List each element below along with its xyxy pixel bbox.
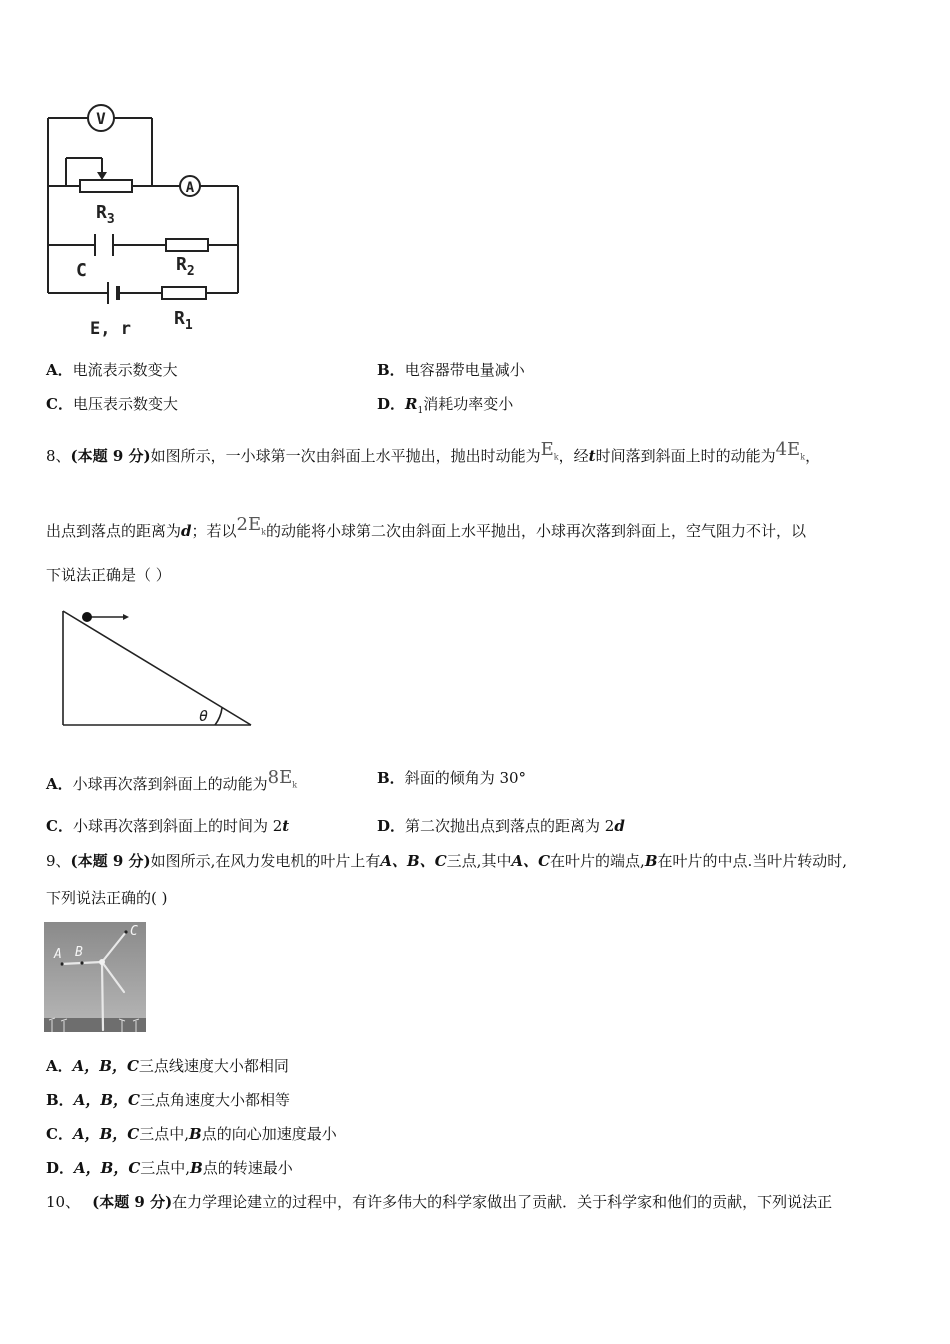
q7-option-c[interactable]: C．电压表示数变大	[46, 395, 178, 413]
photo-label-c: C	[130, 924, 138, 939]
q9-option-c[interactable]: C．A，B，C三点中,B点的向心加速度最小	[46, 1125, 337, 1143]
q8-stem-line3: 下说法正确是（ ）	[46, 566, 171, 584]
photo-label-b: B	[75, 945, 83, 960]
r3-label: $R_3$	[96, 202, 115, 227]
circuit-diagram	[40, 100, 250, 345]
q9-option-b[interactable]: B．A，B，C三点角速度大小都相等	[46, 1091, 290, 1109]
incline-figure	[55, 605, 260, 735]
q8-option-c[interactable]: C．小球再次落到斜面上的时间为 2t	[46, 817, 290, 835]
q9-stem-line1: 9、(本题 9 分)如图所示,在风力发电机的叶片上有A、B、C三点,其中A、C在叶片的端点,B在叶片的中点.当叶片转动时,	[46, 852, 848, 870]
q8-option-a[interactable]: A．小球再次落到斜面上的动能为$8E_k$	[46, 767, 298, 793]
q8-option-d[interactable]: D．第二次抛出点到落点的距离为 2d	[377, 817, 625, 835]
r2-label: $R_2$	[176, 254, 195, 279]
q7-option-a[interactable]: A．电流表示数变大	[46, 361, 178, 379]
r1-label: $R_1$	[174, 308, 193, 333]
voltmeter-label: V	[96, 109, 106, 128]
ammeter-label: A	[185, 180, 195, 196]
q8-stem-line2: 出点到落点的距离为d；若以$2E_k$的动能将小球第二次由斜面上水平抛出，小球再次落到斜面上，空气阻力不计，以	[46, 514, 806, 540]
source-label: E, r	[90, 319, 131, 339]
q8-stem-line1: 8、(本题 9 分)如图所示，一小球第一次由斜面上水平抛出，抛出时动能为$E_k$，经t时间落到斜面上时的动能为$4E_k$，	[46, 439, 821, 465]
theta-label: θ	[199, 707, 209, 725]
wind-turbine-photo	[44, 922, 146, 1032]
q9-option-a[interactable]: A．A，B，C三点线速度大小都相同	[46, 1057, 289, 1075]
ek-formula: $E_k$	[540, 439, 559, 462]
q7-option-d[interactable]: D．$R_1$消耗功率变小	[377, 395, 514, 416]
two-ek-formula: $2E_k$	[236, 514, 266, 537]
four-ek-formula: $4E_k$	[775, 439, 806, 462]
q9-option-d[interactable]: D．A，B，C三点中,B点的转速最小	[46, 1159, 293, 1177]
q7-option-b[interactable]: B．电容器带电量减小	[377, 361, 525, 379]
q10-stem-line1: 10、 (本题 9 分)在力学理论建立的过程中，有许多伟大的科学家做出了贡献．关于科学家和他们的贡献，下列说法正	[46, 1193, 833, 1211]
photo-label-a: A	[54, 947, 62, 962]
eight-ek-formula: $8E_k$	[267, 767, 298, 790]
capacitor-label: C	[76, 260, 87, 281]
q8-option-b[interactable]: B．斜面的倾角为 30°	[377, 769, 527, 787]
q9-stem-line2: 下列说法正确的( )	[46, 889, 168, 907]
